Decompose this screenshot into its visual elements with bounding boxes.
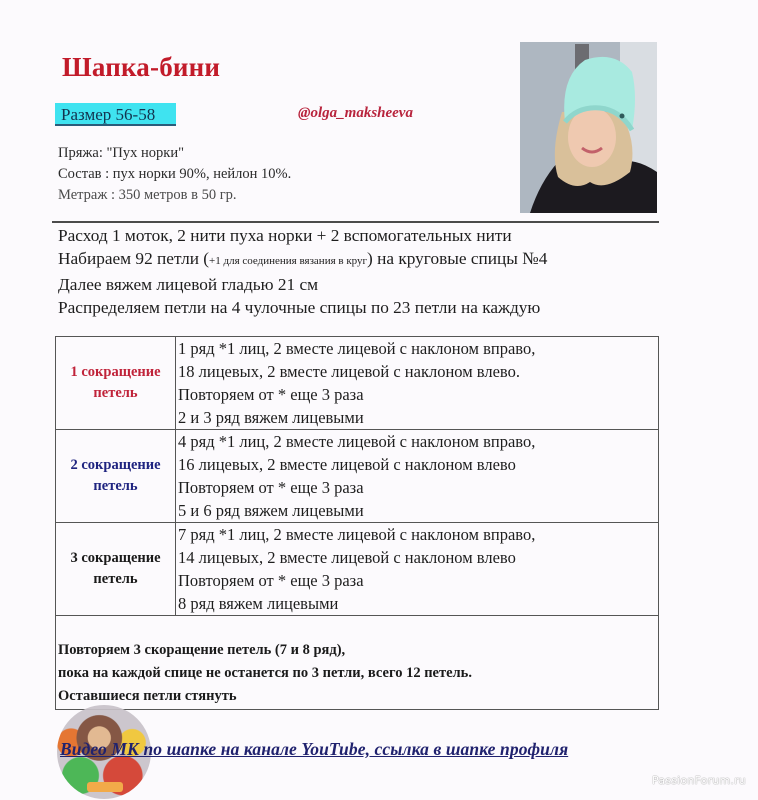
table-row: [56, 523, 659, 616]
yarn-name: Пряжа: "Пух норки": [58, 145, 184, 161]
instruction-line: 7 ряд *1 лиц, 2 вместе лицевой с наклоном вправо,: [178, 525, 536, 544]
page-title: Шапка-бини: [62, 52, 221, 82]
instruction-line: 5 и 6 ряд вяжем лицевыми: [178, 501, 364, 520]
step-label-line: петель: [93, 385, 138, 401]
finishing-line: Оставшиеся петли стянуть: [58, 688, 237, 704]
table-row-footer: [56, 616, 659, 710]
watermark: PassionForum.ru: [652, 774, 746, 787]
finishing-line: пока на каждой спице не останется по 3 петли, всего 12 петель.: [58, 665, 472, 681]
cast-on-note: +1 для соединения вязания в круг: [209, 255, 368, 267]
step-label-line: петель: [93, 571, 138, 587]
avatar-badge: [87, 782, 123, 792]
step-label-line: 2 сокращение: [70, 457, 161, 473]
yarn-length: Метраж : 350 метров в 50 гр.: [58, 187, 237, 203]
author-handle: @olga_maksheeva: [298, 105, 413, 121]
size-badge: Размер 56-58: [55, 103, 176, 126]
instruction-line: Повторяем от * еще 3 раза: [178, 571, 364, 590]
table-row: [56, 337, 659, 430]
section-divider: [52, 221, 659, 223]
step-label: [56, 523, 176, 616]
cast-on-text: Набираем 92 петли (: [58, 249, 210, 268]
intro-line-cast-on: [58, 247, 547, 273]
instruction-line: Повторяем от * еще 3 раза: [178, 385, 364, 404]
finishing-line: Повторяем 3 скоращение петель (7 и 8 ряд),: [58, 642, 346, 658]
intro-text: [58, 224, 547, 319]
step-instructions: [176, 523, 659, 616]
woman-in-beanie-image: [520, 42, 657, 213]
finishing-note: [56, 616, 659, 710]
step-label: [56, 337, 176, 430]
intro-line-consumption: Расход 1 моток, 2 нити пуха норки + 2 вспомогательных нити: [58, 226, 512, 245]
step-instructions: [176, 337, 659, 430]
yarn-info: [58, 143, 291, 206]
instruction-line: 2 и 3 ряд вяжем лицевыми: [178, 408, 364, 427]
instruction-line: 14 лицевых, 2 вместе лицевой с наклоном влево: [178, 548, 516, 567]
instruction-line: Повторяем от * еще 3 раза: [178, 478, 364, 497]
instruction-line: 18 лицевых, 2 вместе лицевой с наклоном влево.: [178, 362, 520, 381]
youtube-video-link[interactable]: Видео МК по шапке на канале YouTube, ссылка в шапке профиля: [60, 739, 569, 759]
model-photo: [520, 42, 657, 213]
step-instructions: [176, 430, 659, 523]
instruction-line: 4 ряд *1 лиц, 2 вместе лицевой с наклоном вправо,: [178, 432, 536, 451]
cast-on-needles: ) на круговые спицы №4: [367, 249, 548, 268]
step-label-line: 3 сокращение: [70, 550, 161, 566]
instruction-line: 8 ряд вяжем лицевыми: [178, 594, 339, 613]
decrease-steps-table: [55, 336, 659, 710]
intro-line-stockinette: Далее вяжем лицевой гладью 21 см: [58, 275, 319, 294]
yarn-composition: Состав : пух норки 90%, нейлон 10%.: [58, 166, 292, 182]
table-row: [56, 430, 659, 523]
step-label-line: петель: [93, 478, 138, 494]
intro-line-distribute: Распределяем петли на 4 чулочные спицы по 23 петли на каждую: [58, 298, 541, 317]
instruction-line: 16 лицевых, 2 вместе лицевой с наклоном влево: [178, 455, 516, 474]
step-label-line: 1 сокращение: [70, 364, 161, 380]
instruction-line: 1 ряд *1 лиц, 2 вместе лицевой с наклоном вправо,: [178, 339, 536, 358]
step-label: [56, 430, 176, 523]
